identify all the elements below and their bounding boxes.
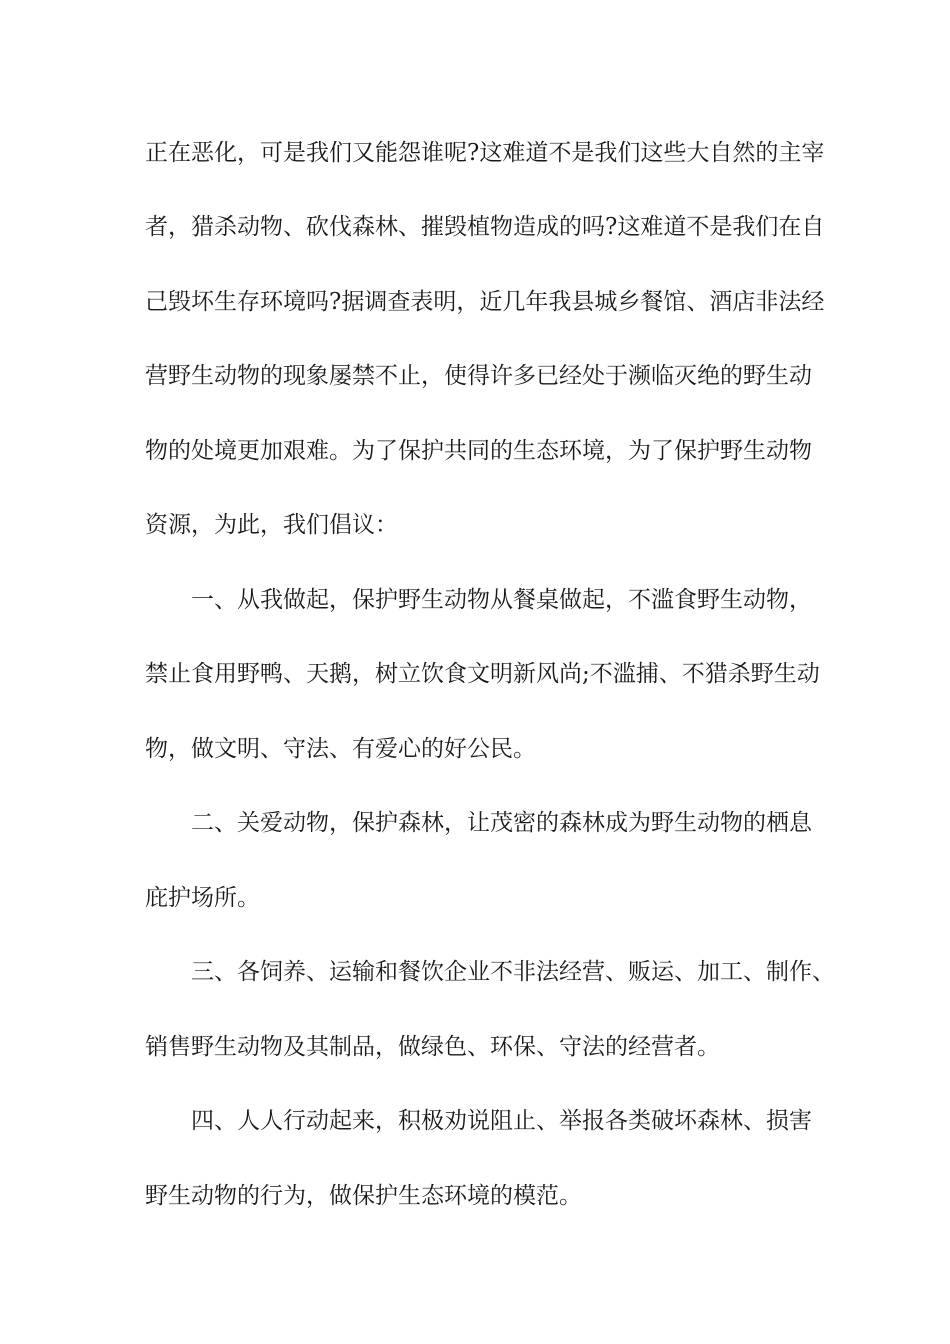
text-line: 庇护场所。 xyxy=(145,885,260,911)
text-line: 资源，为此，我们倡议： xyxy=(145,512,398,538)
text-line: 者，猎杀动物、砍伐森林、摧毁植物造成的吗?这难道不是我们在自 xyxy=(145,214,825,240)
text-line: 己毁坏生存环境吗?据调查表明，近几年我县城乡餐馆、酒店非法经 xyxy=(145,289,825,315)
text-line: 销售野生动物及其制品，做绿色、环保、守法的经营者。 xyxy=(145,1034,720,1060)
text-line: 营野生动物的现象屡禁不止，使得许多已经处于濒临灭绝的野生动 xyxy=(145,363,812,389)
paragraph-start-line: 二、关爱动物，保护森林，让茂密的森林成为野生动物的栖息 xyxy=(191,810,812,836)
paragraph-start-line: 三、各饲养、运输和餐饮企业不非法经营、贩运、加工、制作、 xyxy=(191,959,835,985)
paragraph-start-line: 一、从我做起，保护野生动物从餐桌做起，不滥食野生动物， xyxy=(191,587,812,613)
text-line: 物，做文明、守法、有爱心的好公民。 xyxy=(145,736,536,762)
text-line: 野生动物的行为，做保护生态环境的模范。 xyxy=(145,1183,582,1209)
text-line: 正在恶化，可是我们又能怨谁呢?这难道不是我们这些大自然的主宰 xyxy=(145,140,825,166)
text-line: 禁止食用野鸭、天鹅，树立饮食文明新风尚;不滥捕、不猎杀野生动 xyxy=(145,661,820,687)
paragraph-start-line: 四、人人行动起来，积极劝说阻止、举报各类破坏森林、损害 xyxy=(191,1108,812,1134)
text-line: 物的处境更加艰难。为了保护共同的生态环境，为了保护野生动物 xyxy=(145,438,812,464)
